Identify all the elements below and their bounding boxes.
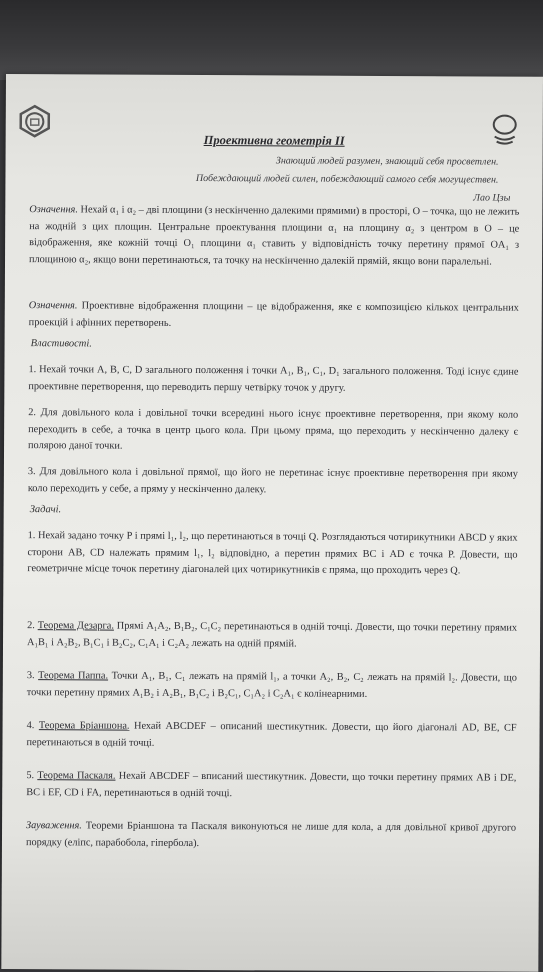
epigraph-line-1: Знающий людей разумен, знающий себя просветлен. [275,155,499,168]
task-number: 4. [26,720,35,732]
task-number: 5. [26,770,35,782]
definition-text: Проективне відображення площини – це відображення, яке є композицією кількох центральних проекцій і афінних перетворень. [28,300,519,329]
task-text: Нехай ABCDEF – вписаний шестикутник. Довести, що точки перетину прямих AB і DE, BC і EF, CD і FA, перетинаються в одній точці. [26,770,517,799]
task-item [27,668,517,704]
task-number: 2. [27,620,35,632]
definition-text: Нехай α₁ і α₂ – дві площини (з нескінченно далекими прямими) в просторі, O – точка, що не лежить на жодній з цих площин. Центральне проектування площини α₁ на площину α₂ з центром в O – це відображення, яке кожній точці O₁ площини α₁ ставить у відповідність точку перетину прямої OA₁ з площиною α₂, якщо вони перетинаються, та точку на нескінченно далекій прямій, якщо вони паралельні. [29,204,520,268]
definition-central-projection [29,202,519,271]
tasks-heading: Задачі. [29,504,62,516]
remark-text: Теореми Бріаншона та Паскаля виконуються не лише для кола, а для довільної кривої другого порядку (еліпс, парабобола, гіпербола). [25,820,517,849]
task-theorem-name: Теорема Паскаля. [37,770,116,782]
properties-heading: Властивості. [30,338,92,350]
task-text: Нехай задано точку P і прямі l₁, l₂, що перетинаються в точці Q. Розглядаються чотирикутники ABCD у яких сторони AB, CD належать прямим l₁, l₂ відповідно, а перетин прямих BC і AD є точка P. Довести, що геометричне місце точок перетину діагоналей цих чотирикутників є пряма, що проходить через Q. [27,530,518,577]
task-text: Точки A₁, B₁, C₁ лежать на прямій l₁, а точки A₂, B₂, C₂ лежать на прямій l₂. Довести, що точки перетину прямих A₁B₂ і A₂B₁, B₁C₂ і B₂C₁, C₁A₂ і C₂A₁ є колінеарними. [26,670,517,700]
property-item: 2. Для довільного кола і довільної точки всередині нього існує проективне перетворення, при якому коло переходить в себе, а точка в центр цього кола. При цьому пряма, що переходить у нескінченно далеку є полярою даної точки. [28,407,519,452]
page-title: Проективна геометрія II [203,133,345,148]
task-number: 3. [26,670,35,682]
task-number: 1. [27,530,36,542]
task-item [26,718,516,754]
definition-projective-map [29,298,519,334]
remark-label: Зауваження. [26,820,82,832]
task-theorem-name: Теорема Паппа. [38,670,109,682]
definition-label: Означення. [28,300,78,312]
task-item [26,768,516,804]
property-item: 3. Для довільного кола і довільної прямої, що його не перетинає існує проективне перетворення при якому коло переходить у себе, а пряму у нескінченно далеку. [27,466,518,495]
task-text: Нехай ABCDEF – описаний шестикутник. Довести, що його діагоналі AD, BE, CF перетинаються в одній точці. [26,720,517,749]
definition-label: Означення. [29,204,78,216]
task-text: Прямі A₁A₂, B₁B₂, C₁C₂ перетинаються в одній точці. Довести, що точки перетину прямих A₁B₁ і A₂B₂, B₁C₁ і B₂C₂, C₁A₁ і C₂A₂ лежать на одній прямій. [26,620,518,650]
remark [26,818,516,854]
desk-background [0,0,543,80]
task-theorem-name: Теорема Бріаншона. [38,720,130,732]
paper-sheet [1,74,543,972]
task-item [27,618,517,654]
epigraph-author: Лао Цзы [473,192,511,204]
task-item [27,528,517,580]
task-theorem-name: Теорема Дезарга. [37,620,114,632]
epigraph-line-2: Побеждающий людей силен, побеждающий самого себя могуществен. [195,172,499,186]
property-item: 1. Нехай точки A, B, C, D загального положення і точки A₁, B₁, C₁, D₁ загального положення. Тоді існує єдине проективне перетворення, що переводить першу четвірку точок у другу. [28,364,519,394]
